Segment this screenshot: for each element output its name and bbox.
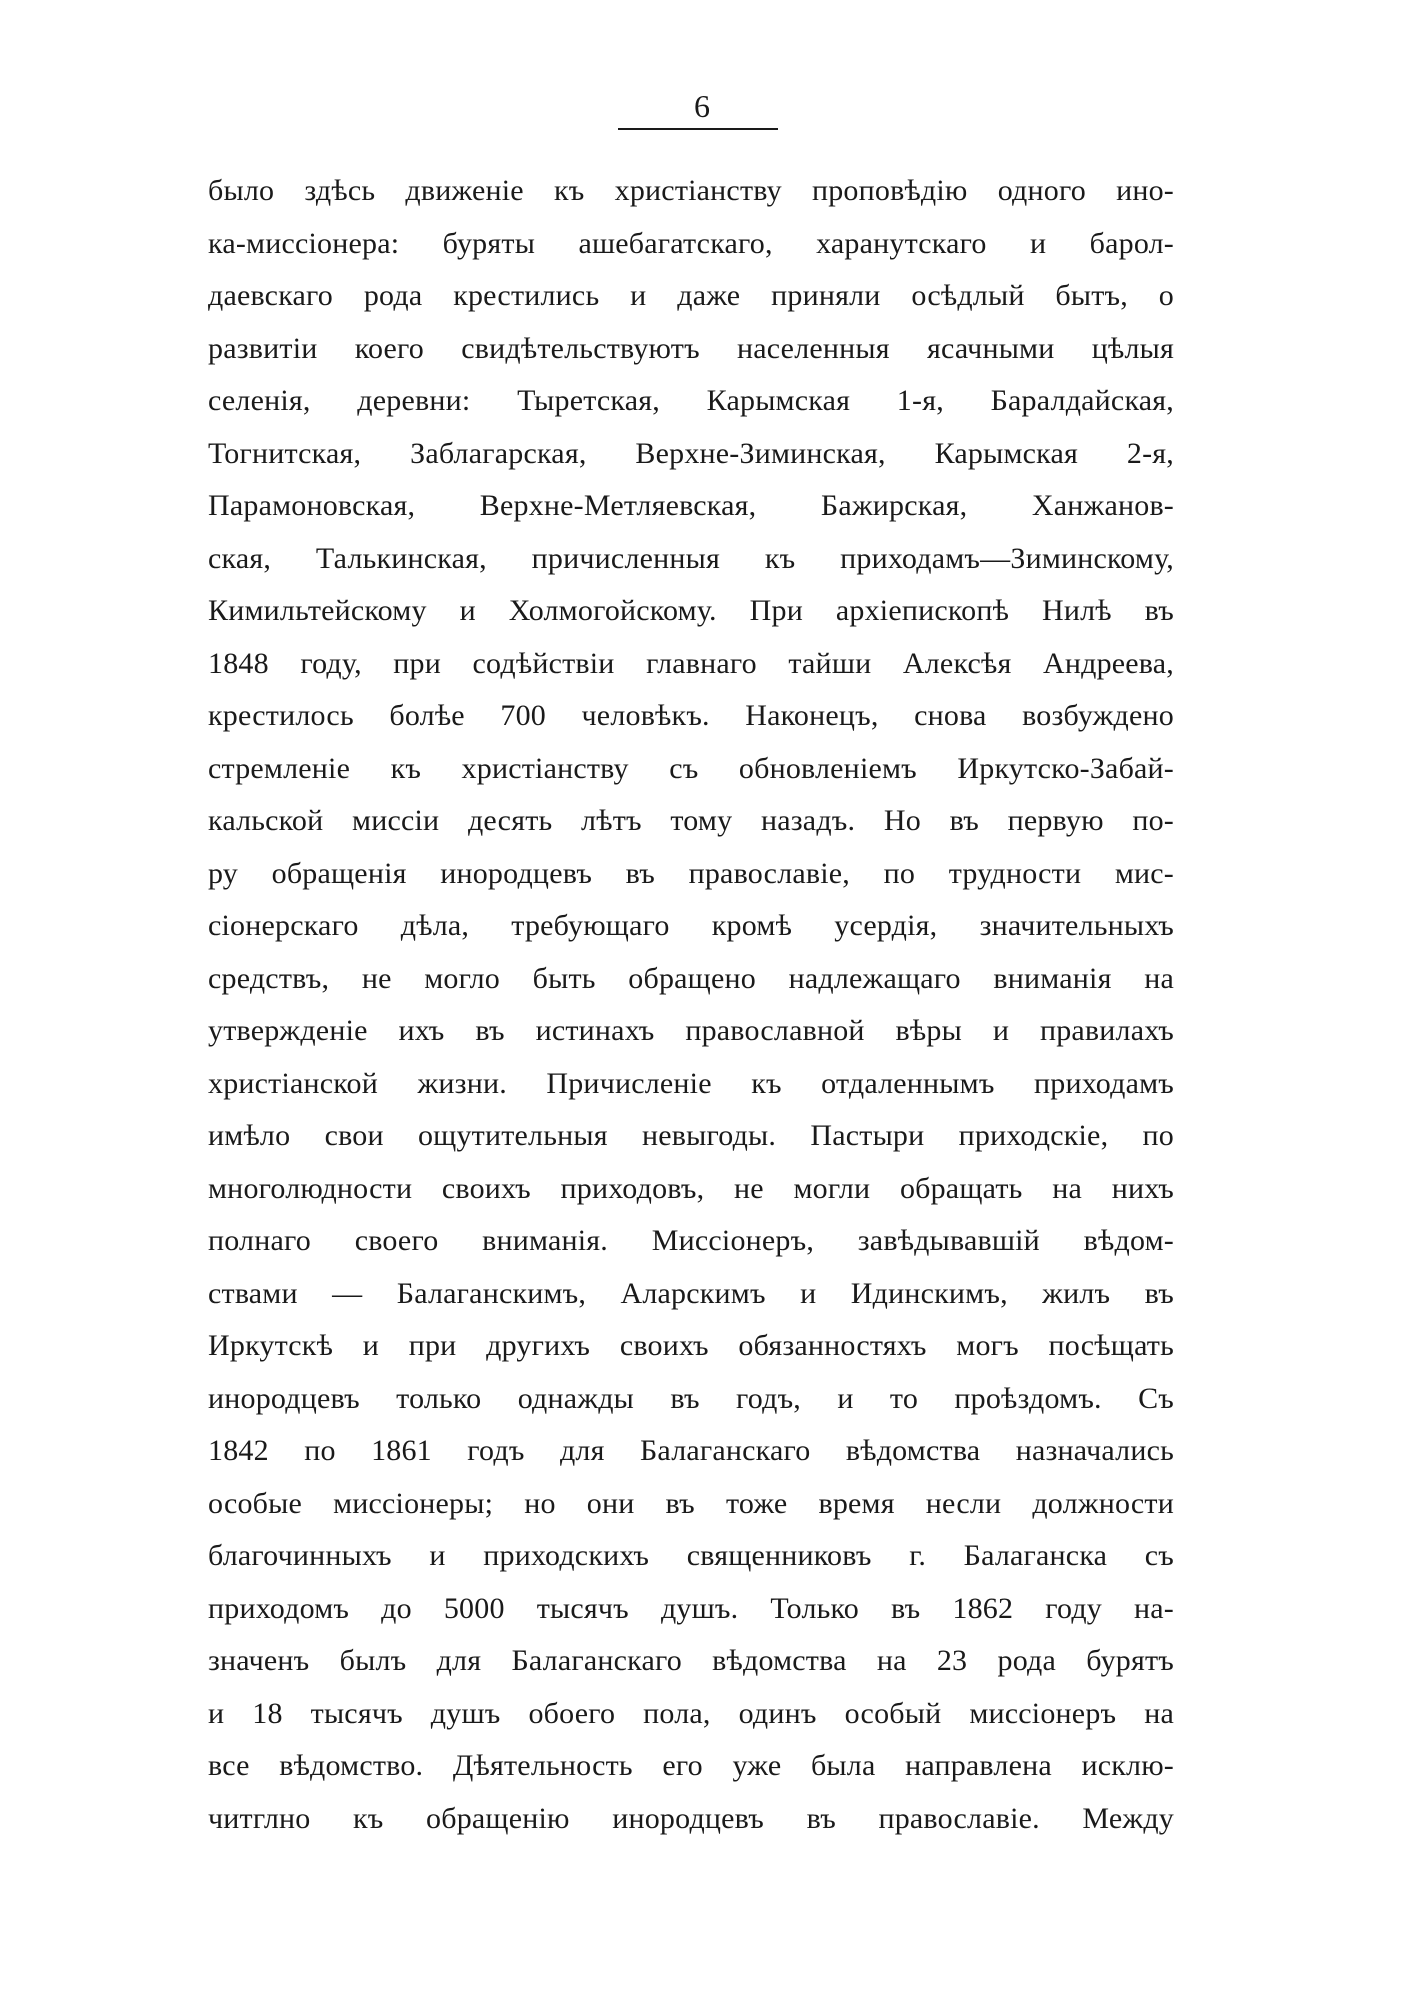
text-line: Иркутскѣ и при другихъ своихъ обязанностяхъ могъ посѣщать bbox=[208, 1329, 1174, 1362]
text-line: христіанской жизни. Причисленіе къ отдаленнымъ приходамъ bbox=[208, 1066, 1174, 1100]
text-line: полнаго своего вниманія. Миссіонеръ, завѣдывавшій вѣдом- bbox=[208, 1224, 1174, 1257]
text-line: многолюдности своихъ приходовъ, не могли обращать на нихъ bbox=[208, 1171, 1174, 1205]
text-line: утвержденіе ихъ въ истинахъ православной вѣры и правилахъ bbox=[208, 1014, 1174, 1047]
text-line: сіонерскаго дѣла, требующаго кромѣ усердія, значительныхъ bbox=[208, 909, 1174, 942]
page-number: 6 bbox=[694, 88, 710, 124]
text-line: приходомъ до 5000 тысячъ душъ. Только въ 1862 году на- bbox=[208, 1591, 1174, 1625]
text-line: Парамоновская, Верхне-Метляевская, Бажирская, Ханжанов- bbox=[208, 489, 1174, 522]
text-line: было здѣсь движеніе къ христіанству проповѣдію одного ино- bbox=[208, 174, 1174, 207]
text-line: ствами — Балаганскимъ, Аларскимъ и Идинскимъ, жилъ въ bbox=[208, 1276, 1174, 1310]
text-line: ру обращенія инородцевъ въ православіе, по трудности мис- bbox=[208, 856, 1174, 890]
text-line: ка-миссіонера: буряты ашебагатскаго, харанутскаго и барол- bbox=[208, 226, 1174, 260]
text-line: даевскаго рода крестились и даже приняли осѣдлый бытъ, о bbox=[208, 279, 1174, 312]
text-line: ская, Талькинская, причисленныя къ приходамъ—Зиминскому, bbox=[208, 541, 1174, 575]
page-number-rule bbox=[618, 128, 778, 130]
text-line: Кимильтейскому и Холмогойскому. При архіепископѣ Нилѣ въ bbox=[208, 594, 1174, 627]
body-text bbox=[208, 165, 1174, 1845]
text-line: особые миссіонеры; но они въ тоже время несли должности bbox=[208, 1486, 1174, 1520]
text-line: стремленіе къ христіанству съ обновленіемъ Иркутско-Забай- bbox=[208, 751, 1174, 785]
text-line: кальской миссіи десять лѣтъ тому назадъ. Но въ первую по- bbox=[208, 804, 1174, 837]
text-line: селенія, деревни: Тыретская, Карымская 1-я, Баралдайская, bbox=[208, 384, 1174, 417]
text-line: крестилось болѣе 700 человѣкъ. Наконецъ, снова возбуждено bbox=[208, 699, 1174, 732]
text-line: читглно къ обращенію инородцевъ въ православіе. Между bbox=[208, 1801, 1174, 1835]
text-line: 1848 году, при содѣйствіи главнаго тайши Алексѣя Андреева, bbox=[208, 646, 1174, 680]
text-line: имѣло свои ощутительныя невыгоды. Пастыри приходскіе, по bbox=[208, 1119, 1174, 1152]
text-line: 1842 по 1861 годъ для Балаганскаго вѣдомства назначались bbox=[208, 1434, 1174, 1467]
text-line: средствъ, не могло быть обращено надлежащаго вниманія на bbox=[208, 961, 1174, 995]
text-line: Тогнитская, Заблагарская, Верхне-Зиминская, Карымская 2-я, bbox=[208, 436, 1174, 470]
text-line: и 18 тысячъ душъ обоего пола, одинъ особый миссіонеръ на bbox=[208, 1696, 1174, 1730]
text-line: все вѣдомство. Дѣятельность его уже была направлена исклю- bbox=[208, 1749, 1174, 1782]
text-line: развитіи коего свидѣтельствуютъ населенныя ясачными цѣлыя bbox=[208, 331, 1174, 365]
text-line: благочинныхъ и приходскихъ священниковъ г. Балаганска съ bbox=[208, 1539, 1174, 1572]
text-line: инородцевъ только однажды въ годъ, и то проѣздомъ. Съ bbox=[208, 1381, 1174, 1415]
text-line: значенъ былъ для Балаганскаго вѣдомства на 23 рода бурятъ bbox=[208, 1644, 1174, 1677]
